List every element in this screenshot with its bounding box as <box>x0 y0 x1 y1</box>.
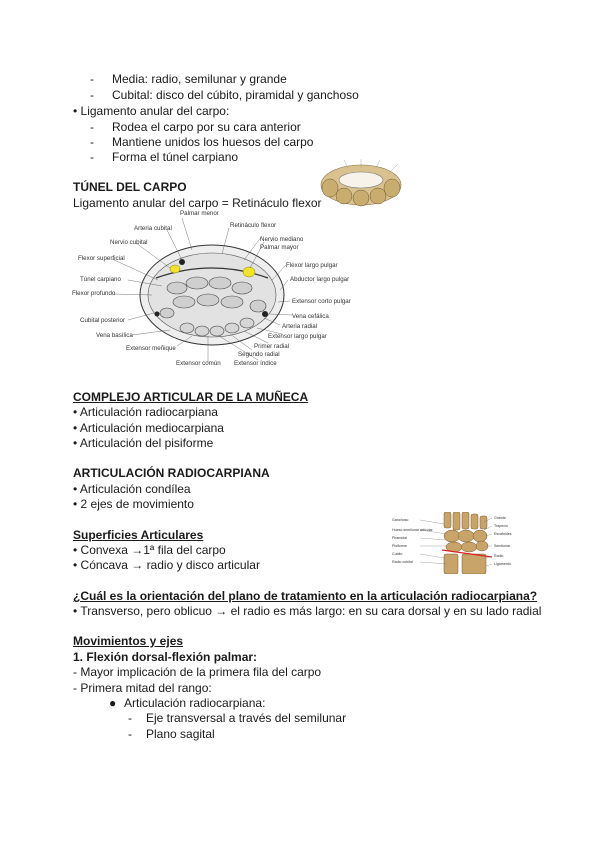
label-retinaculo: Retináculo flexor <box>230 222 277 229</box>
label-flexor-largo-pulgar: Flexor largo pulgar <box>286 262 338 269</box>
label-cubital-posterior: Cubital posterior <box>80 317 126 324</box>
label-abductor-largo-pulgar: Abductor largo pulgar <box>290 276 350 283</box>
label-flexor-superficial: Flexor superficial <box>78 255 125 262</box>
list-item: Plano sagital <box>146 727 215 741</box>
label-fig3-right: Escafoides <box>494 532 512 536</box>
label-fig3-left: Cubito <box>392 552 403 556</box>
label-extensor-largo-pulgar: Extensor largo pulgar <box>268 333 327 340</box>
dash: - <box>128 727 132 741</box>
label-segundo-radial: Segundo radial <box>238 351 280 358</box>
list-item: • Articulación del pisiforme <box>73 436 214 450</box>
label-extensor-indice: Extensor índice <box>234 360 277 367</box>
list-item: • Articulación radiocarpiana <box>73 405 218 419</box>
list-item: - Media: radio, semilunar y grande <box>112 72 287 87</box>
section-title-radiocarpiana: ARTICULACIÓN RADIOCARPIANA <box>73 466 270 480</box>
label-tunel-carpiano: Túnel carpiano <box>80 276 121 283</box>
list-item: • Ligamento anular del carpo: <box>73 104 230 118</box>
tunel-subtitle: Ligamento anular del carpo = Retináculo flexor <box>73 196 322 210</box>
list-item: • Articulación condílea <box>73 482 191 496</box>
bullet-dot: ● <box>109 696 117 710</box>
list-item: - Rodea el carpo por su cara anterior <box>112 120 301 135</box>
list-item: • Cóncava → radio y disco articular <box>73 558 260 572</box>
label-vena-cefalica: Vena cefálica <box>292 313 329 320</box>
section-title-movimientos: Movimientos y ejes <box>73 634 184 648</box>
subsection-title: 1. Flexión dorsal-flexión palmar: <box>73 650 258 664</box>
label-fig3-right: Semilunar <box>494 544 511 548</box>
list-item: • Convexa →1ª fila del carpo <box>73 543 226 557</box>
label-flexor-profundo: Flexor profundo <box>72 290 116 297</box>
list-item: • Articulación mediocarpiana <box>73 421 224 435</box>
list-item: - Primera mitad del rango: <box>73 681 212 695</box>
label-palmar-menor: Palmar menor <box>180 210 219 217</box>
label-extensor-menique: Extensor meñique <box>126 345 176 352</box>
question-title: ¿Cuál es la orientación del plano de tratamiento en la articulación radiocarpiana? <box>73 589 538 603</box>
list-item: - Forma el túnel carpiano <box>112 150 238 165</box>
label-nervio-cubital: Nervio cubital <box>110 239 148 246</box>
label-extensor-corto-pulgar: Extensor corto pulgar <box>292 298 351 305</box>
list-item: Eje transversal a través del semilunar <box>146 711 347 725</box>
wrist-cross-section-figure <box>72 210 378 370</box>
label-fig3-left: Pisiforme <box>392 544 407 548</box>
label-fig3-left: Ganchoso <box>392 518 409 522</box>
dash: - <box>128 711 132 725</box>
label-primer-radial: Primer radial <box>254 343 290 350</box>
carpal-ring-illustration <box>318 158 404 210</box>
question-answer: • Transverso, pero oblicuo → el radio es más largo: en su cara dorsal y en su lado radial <box>73 604 542 618</box>
label-palmar-mayor: Palmar mayor <box>260 244 299 251</box>
label-arteria-cubital: Arteria cubital <box>134 225 172 232</box>
list-item: Articulación radiocarpiana: <box>124 696 266 710</box>
list-item: - Mantiene unidos los huesos del carpo <box>112 135 313 150</box>
label-nervio-mediano: Nervio mediano <box>260 236 304 243</box>
label-arteria-radial: Arteria radial <box>282 323 318 330</box>
list-item: - Cubital: disco del cúbito, piramidal y ganchoso <box>112 88 359 103</box>
label-extensor-comun: Extensor común <box>176 360 221 367</box>
wrist-bones-figure <box>392 512 520 574</box>
section-title-complejo: COMPLEJO ARTICULAR DE LA MUÑECA <box>73 390 309 404</box>
list-item: • 2 ejes de movimiento <box>73 497 194 511</box>
label-fig3-right: Grande <box>494 516 506 520</box>
label-fig3-right: Ligamento <box>494 562 511 566</box>
label-fig3-left: Hueso semilunar articular <box>392 528 433 532</box>
label-fig3-right: Trapecio <box>494 524 508 528</box>
label-vena-basilica: Vena basílica <box>96 332 133 339</box>
label-fig3-right: Radio <box>494 554 504 558</box>
section-title-tunel: TÚNEL DEL CARPO <box>73 180 187 194</box>
list-item: - Mayor implicación de la primera fila del carpo <box>73 665 322 679</box>
section-title-superficies: Superficies Articulares <box>73 528 204 542</box>
label-fig3-left: Piramidal <box>392 536 407 540</box>
label-fig3-left: Radio cubital <box>392 560 413 564</box>
